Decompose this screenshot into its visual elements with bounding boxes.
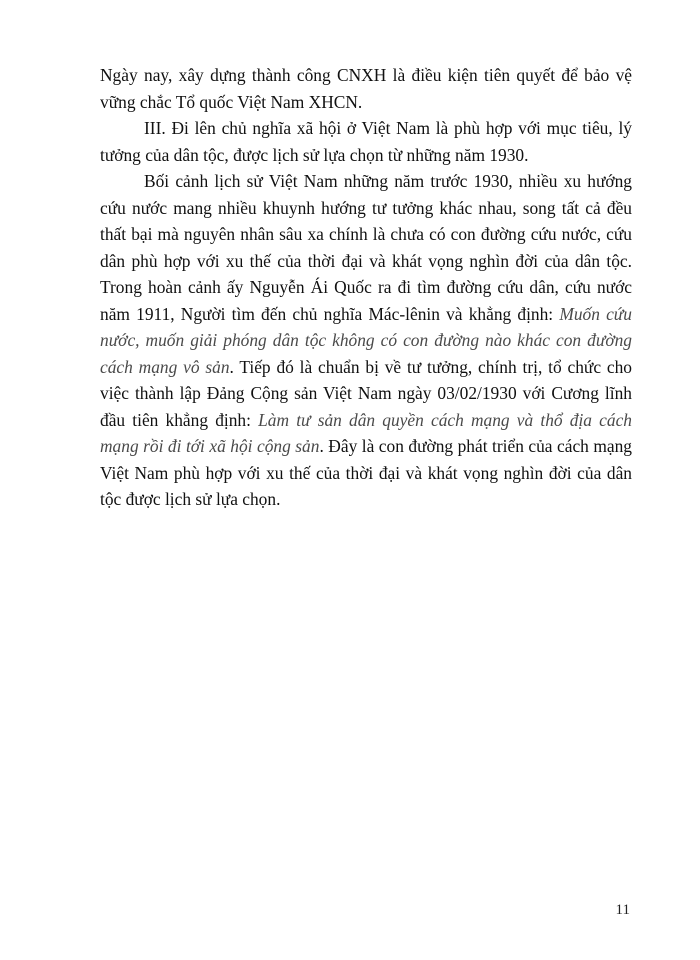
document-body (100, 62, 632, 513)
paragraph-text-part-1: Bối cảnh lịch sử Việt Nam những năm trước 1930, nhiều xu hướng cứu nước mang nhiều khuynh hướng tư tưởng khác nhau, song tất cả đều thất bại mà nguyên nhân sâu xa chính là chưa có con đường cứu nước, cứu dân phù hợp với xu thế của thời đại và khát vọng nghìn đời của dân tộc. Trong hoàn cảnh ấy Nguyễn Ái Quốc ra đi tìm đường cứu dân, cứu nước năm 1911, Người tìm đến chủ nghĩa Mác-lênin và khẳng định: (100, 171, 632, 324)
quote-party-platform: Làm tư sản dân quyền cách mạng và thổ địa cách mạng rồi đi tới xã hội cộng sản (100, 409, 632, 456)
paragraph-text-part-2: . Tiếp đó là chuẩn bị về tư tưởng, chính trị, tổ chức cho việc thành lập Đảng Cộng sản Việt Nam ngày 03/02/1930 với Cương lĩnh đầu tiên khẳng định: (100, 356, 632, 430)
section-heading-iii: III. Đi lên chủ nghĩa xã hội ở Việt Nam là phù hợp với mục tiêu, lý tưởng của dân tộc, được lịch sử lựa chọn từ những năm 1930. (100, 118, 632, 165)
paragraph-historical-context (100, 168, 632, 513)
paragraph-text-part-3: . Đây là con đường phát triển của cách mạng Việt Nam phù hợp với xu thế của thời đại và khát vọng nghìn đời của dân tộc được lịch sử lựa chọn. (100, 436, 632, 509)
page-number: 11 (615, 902, 630, 918)
paragraph-socialism-defense: Ngày nay, xây dựng thành công CNXH là điều kiện tiên quyết để bảo vệ vững chắc Tổ quốc Việt Nam XHCN. (100, 65, 632, 112)
quote-ho-chi-minh: Muốn cứu nước, muốn giải phóng dân tộc không có con đường nào khác con đường cách mạng vô sản (100, 303, 632, 377)
